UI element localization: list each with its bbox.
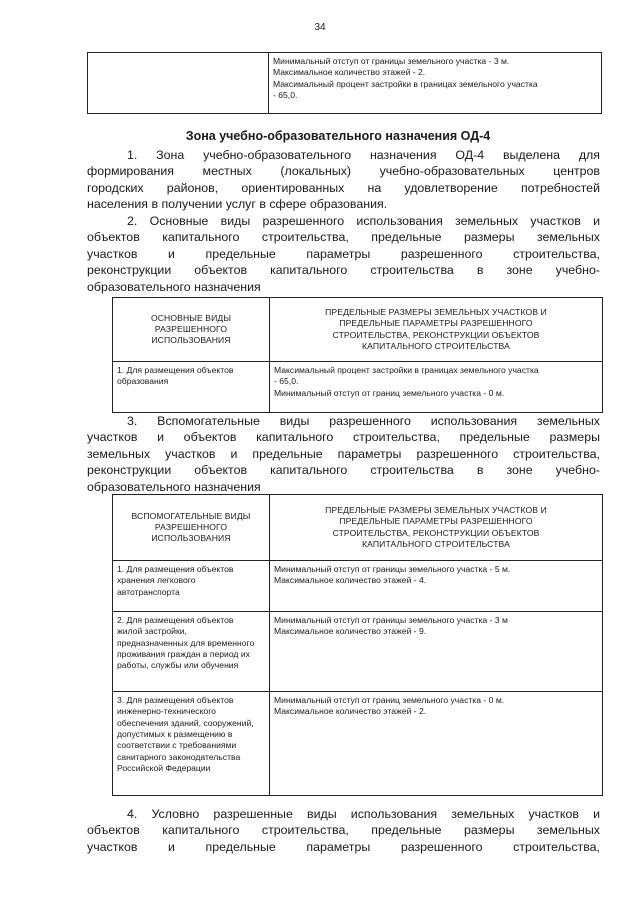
cell-line: образования: [117, 376, 169, 387]
cell-line: Максимальное количество этажей - 4.: [274, 575, 427, 586]
cell-line: соответствии с требованиями: [117, 740, 237, 751]
header-line: КАПИТАЛЬНОГО СТРОИТЕЛЬСТВА: [362, 538, 510, 549]
table-cell-use: [113, 612, 270, 692]
auxiliary-uses-table: [112, 494, 603, 796]
table-header-left: [113, 298, 270, 362]
table-row: [113, 362, 603, 413]
header-line: ПРЕДЕЛЬНЫЕ ПАРАМЕТРЫ РАЗРЕШЕННОГО: [339, 318, 533, 329]
cell-line: инженерно-технического: [117, 706, 216, 717]
paragraph-line: участков и предельные параметры разрешенного строительства,: [87, 839, 600, 854]
paragraph-3: [87, 413, 600, 495]
continuation-right-cell: [269, 53, 602, 114]
header-line: СТРОИТЕЛЬСТВА, РЕКОНСТРУКЦИИ ОБЪЕКТОВ: [332, 527, 540, 538]
cell-line: работы, службы или обучения: [117, 660, 239, 671]
header-line: ОСНОВНЫЕ ВИДЫ: [150, 312, 232, 323]
cell-line: предназначенных для временного: [117, 637, 255, 648]
table-cell-params: [270, 692, 603, 796]
main-uses-table: [112, 297, 603, 413]
cell-line: проживания граждан в период их: [117, 649, 250, 660]
cell-line: Минимальный отступ от границы земельного участка - 3 м: [274, 615, 508, 625]
cell-line: Минимальный отступ от границы земельного участка - 5 м.: [274, 564, 511, 574]
table-cell-use: [113, 362, 270, 413]
cell-line: обеспечения зданий, сооружений,: [117, 717, 254, 728]
cell-line: Минимальный отступ от границы земельного участка - 3 м.: [273, 56, 510, 66]
cell-line: жилой застройки,: [117, 626, 187, 637]
paragraph-line: участков и предельные параметры разрешенного строительства,: [87, 246, 600, 261]
cell-line: автотранспорта: [117, 586, 180, 597]
cell-line: Максимальное количество этажей - 9.: [274, 626, 427, 637]
table-cell-params: [270, 362, 603, 413]
paragraph-4: [87, 806, 600, 855]
paragraph-line: 3. Вспомогательные виды разрешенного использования земельных: [127, 414, 600, 428]
paragraph-line: объектов капитального строительства, предельные размеры земельных: [87, 823, 600, 838]
table-row: [113, 612, 603, 692]
paragraph-line: 4. Условно разрешенные виды использования земельных участков и: [127, 807, 600, 821]
header-line: ИСПОЛЬЗОВАНИЯ: [151, 335, 231, 346]
table-header-right: [270, 298, 603, 362]
cell-line: 2. Для размещения объектов: [117, 615, 234, 625]
paragraph-2: [87, 213, 600, 295]
paragraph-line: населения в получении услуг в сфере образования.: [87, 197, 388, 212]
cell-line: - 65,0.: [273, 90, 298, 101]
paragraph-line: формирования местных (локальных) учебно-образовательных центров: [87, 164, 600, 179]
paragraph-line: 2. Основные виды разрешенного использования земельных участков и: [127, 214, 600, 228]
paragraph-line: городских районов, ориентированных на удовлетворение потребностей: [87, 180, 600, 195]
paragraph-line: реконструкции объектов капитального строительства в зоне учебно-: [87, 263, 600, 278]
header-line: ПРЕДЕЛЬНЫЕ РАЗМЕРЫ ЗЕМЕЛЬНЫХ УЧАСТКОВ И: [325, 505, 547, 516]
paragraph-line: 1. Зона учебно-образовательного назначения ОД-4 выделена для: [127, 148, 600, 162]
table-cell-use: [113, 692, 270, 796]
cell-line: санитарного законодательства: [117, 751, 241, 762]
page-number: 34: [314, 22, 326, 33]
paragraph-line: образовательного назначения: [87, 479, 261, 494]
table-cell-use: [113, 561, 270, 612]
cell-line: Максимальный процент застройки в границах земельного участка: [273, 78, 538, 89]
header-line: РАЗРЕШЕННОГО: [154, 521, 228, 532]
table-cell-params: [270, 612, 603, 692]
paragraph-line: реконструкции объектов капитального строительства в зоне учебно-: [87, 463, 600, 478]
table-cell-params: [270, 561, 603, 612]
header-line: СТРОИТЕЛЬСТВА, РЕКОНСТРУКЦИИ ОБЪЕКТОВ: [332, 329, 540, 340]
cell-line: 1. Для размещения объектов: [117, 365, 234, 375]
table-header-left: [113, 495, 270, 561]
cell-line: - 65,0.: [274, 376, 299, 387]
header-line: ВСПОМОГАТЕЛЬНЫЕ ВИДЫ: [131, 510, 251, 521]
cell-line: Максимальное количество этажей - 2.: [274, 706, 427, 717]
cell-line: Минимальный отступ от границ земельного участка - 0 м.: [274, 695, 505, 705]
cell-line: допустимых к размещению в: [117, 729, 233, 740]
cell-line: Максимальный процент застройки в границах земельного участка: [274, 365, 539, 375]
continuation-table: [87, 52, 602, 114]
cell-line: Минимальный отступ от границ земельного участка - 0 м.: [274, 387, 505, 398]
paragraph-line: земельных участков и предельные параметры разрешенного строительства,: [87, 446, 600, 461]
header-line: КАПИТАЛЬНОГО СТРОИТЕЛЬСТВА: [362, 340, 510, 351]
table-header-right: [270, 495, 603, 561]
header-line: РАЗРЕШЕННОГО: [154, 323, 228, 334]
header-line: ИСПОЛЬЗОВАНИЯ: [151, 533, 231, 544]
paragraph-line: образовательного назначения: [87, 279, 261, 294]
paragraph-line: объектов капитального строительства, предельные размеры земельных: [87, 230, 600, 245]
header-line: ПРЕДЕЛЬНЫЕ РАЗМЕРЫ ЗЕМЕЛЬНЫХ УЧАСТКОВ И: [325, 307, 547, 318]
table-row: [113, 561, 603, 612]
continuation-left-cell: [88, 53, 269, 114]
cell-line: Максимальное количество этажей - 2.: [273, 67, 426, 78]
cell-line: 3. Для размещения объектов: [117, 695, 234, 705]
paragraph-line: участков и объектов капитального строительства, предельные размеры: [87, 430, 600, 445]
cell-line: хранения легкового: [117, 575, 196, 586]
cell-line: Российской Федерации: [117, 763, 211, 774]
cell-line: 1. Для размещения объектов: [117, 564, 234, 574]
header-line: ПРЕДЕЛЬНЫЕ ПАРАМЕТРЫ РАЗРЕШЕННОГО: [339, 516, 533, 527]
paragraph-1: [87, 147, 600, 213]
zone-heading: Зона учебно-образовательного назначения ОД-4: [185, 129, 491, 143]
table-row: [113, 692, 603, 796]
